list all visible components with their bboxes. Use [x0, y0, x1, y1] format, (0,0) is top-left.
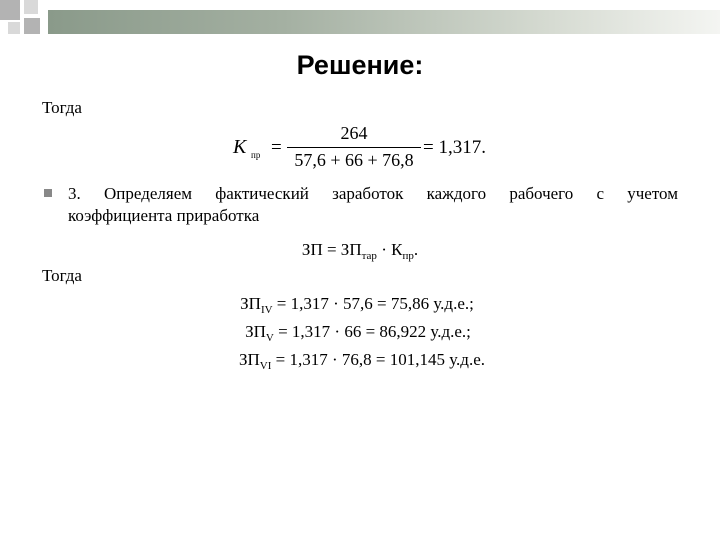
formula-lhs: K — [233, 136, 247, 158]
result-sub: VI — [259, 360, 272, 372]
deco-square — [8, 22, 20, 34]
formula-result: = 1,317. — [423, 137, 486, 158]
result-line — [0, 294, 717, 314]
intro-text: Тогда — [42, 98, 82, 117]
general-formula-a-sub: тар — [361, 250, 377, 262]
fraction-bar — [287, 147, 421, 148]
formula-lhs-subscript: пр — [251, 150, 261, 160]
result-rhs: = 1,317 · 66 = 86,922 у.д.е.; — [273, 322, 471, 341]
deco-square — [24, 0, 38, 14]
slide-header-decoration — [0, 0, 720, 40]
slide-title: Решение: — [296, 50, 424, 80]
result-line — [2, 350, 720, 370]
result-line — [0, 322, 718, 342]
result-sub: IV — [260, 304, 273, 316]
general-formula-b: · К — [376, 240, 403, 259]
result-rhs: = 1,317 · 57,6 = 75,86 у.д.е.; — [272, 294, 474, 313]
general-formula-c: . — [413, 240, 419, 259]
result-rhs: = 1,317 · 76,8 = 101,145 у.д.е. — [271, 350, 485, 369]
bullet-text — [68, 183, 678, 227]
deco-square — [24, 18, 40, 34]
coefficient-formula — [233, 123, 493, 179]
general-formula-b-sub: пр — [402, 250, 414, 262]
bullet-icon — [44, 189, 52, 197]
formula-equals: = — [271, 137, 282, 158]
result-lhs: ЗП — [239, 350, 260, 369]
bullet-line-1: 3. Определяем фактический заработок каждого рабочего с учетом — [68, 184, 678, 203]
general-formula — [0, 240, 720, 260]
result-sub: V — [265, 332, 274, 344]
then-text: Тогда — [42, 266, 82, 285]
header-gradient-bar — [48, 10, 720, 34]
result-lhs: ЗП — [245, 322, 266, 341]
result-lhs: ЗП — [240, 294, 261, 313]
formula-numerator: 264 — [340, 123, 368, 143]
bullet-line-2: коэффициента приработка — [68, 206, 260, 225]
general-formula-a: ЗП = ЗП — [301, 240, 362, 259]
formula-denominator: 57,6 + 66 + 76,8 — [294, 150, 414, 170]
deco-square — [0, 0, 20, 20]
